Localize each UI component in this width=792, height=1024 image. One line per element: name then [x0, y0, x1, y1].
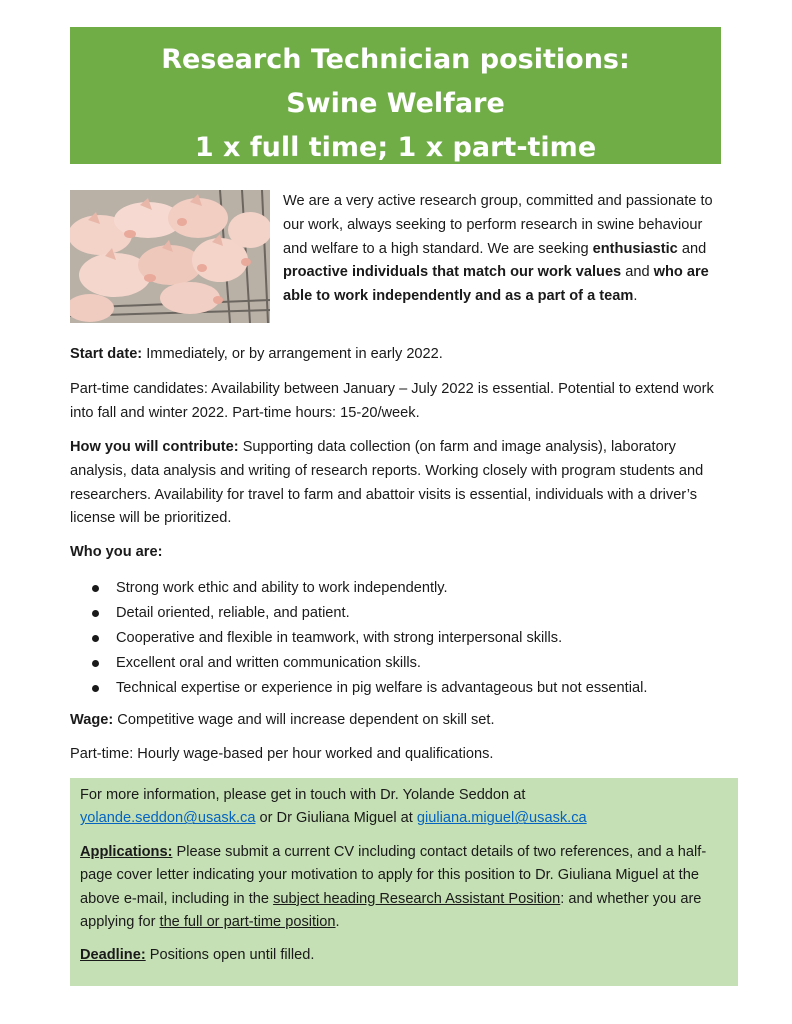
wage-text: Competitive wage and will increase dependent on skill set.	[113, 712, 495, 728]
intro-bold-independent: who are able to work independently and as a part of a team	[283, 264, 709, 305]
title-banner	[70, 27, 721, 164]
applications-text-2: : and whether you are applying for	[80, 890, 702, 931]
list-item	[92, 626, 732, 651]
list-item-text: Cooperative and flexible in teamwork, with strong interpersonal skills.	[116, 630, 563, 646]
list-item	[92, 651, 732, 676]
start-date-label: Start date:	[70, 346, 143, 362]
applications-label: Applications:	[80, 843, 173, 860]
intro-text-4: .	[633, 288, 638, 305]
piglets-photo	[70, 190, 270, 323]
list-item	[92, 601, 732, 626]
parttime-text: Part-time candidates: Availability between January – July 2022 is essential. Potential to extend work into fall and winter 2022. Part-time hours: 15-20/week.	[70, 381, 714, 421]
who-heading: Who you are:	[70, 544, 163, 560]
contact-text-1: For more information, please get in touch with Dr. Yolande Seddon at	[80, 787, 526, 803]
wage-paragraph	[70, 709, 730, 733]
list-item-text: Detail oriented, reliable, and patient.	[116, 605, 350, 621]
intro-paragraph	[283, 190, 723, 309]
applications-text-3: .	[335, 914, 340, 931]
list-item	[92, 576, 732, 601]
applications-paragraph	[80, 841, 728, 935]
who-heading-block	[70, 541, 730, 565]
bullet-icon	[92, 635, 99, 642]
intro-text-3: and	[621, 264, 654, 281]
start-date-paragraph	[70, 343, 730, 367]
email-link-miguel[interactable]: giuliana.miguel@usask.ca	[416, 810, 587, 827]
bullet-icon	[92, 685, 99, 692]
bullet-icon	[92, 610, 99, 617]
intro-text-1: We are a very active research group, committed and passionate to our work, always seeking to perform research in swine behaviour and welfare to a high standard. We are seeking	[283, 193, 713, 257]
contact-text-2: or Dr Giuliana Miguel at	[255, 810, 417, 827]
title-line-1: Research Technician positions:	[161, 44, 630, 75]
contact-box	[70, 778, 738, 986]
deadline-text: Positions open until filled.	[145, 947, 315, 964]
applications-subject-heading: subject heading Research Assistant Position	[273, 890, 561, 907]
deadline-paragraph	[80, 944, 728, 967]
who-list	[92, 576, 732, 701]
deadline-label: Deadline:	[80, 947, 146, 964]
title-line-3: 1 x full time; 1 x part-time	[194, 132, 597, 163]
title-line-2: Swine Welfare	[286, 88, 505, 119]
contribute-text: Supporting data collection (on farm and image analysis), laboratory analysis, data analysis and writing of research reports. Working closely with program students and researchers. Availability for travel to farm and abattoir visits is essential, individuals with a driver’s license will be prioritized.	[70, 439, 704, 527]
contribute-label: How you will contribute:	[70, 439, 239, 455]
parttime-paragraph	[70, 378, 720, 426]
parttime-wage-text: Part-time: Hourly wage-based per hour worked and qualifications.	[70, 746, 494, 762]
contact-paragraph	[80, 784, 728, 831]
applications-position-type: the full or part-time position	[159, 914, 336, 931]
list-item-text: Technical expertise or experience in pig welfare is advantageous but not essential.	[116, 680, 648, 696]
wage-label: Wage:	[70, 712, 114, 728]
applications-text-1: Please submit a current CV including contact details of two references, and a half-page cover letter indicating your motivation to apply for this position to Dr. Giuliana Miguel at the above e-mail, including in the	[80, 843, 707, 907]
parttime-wage-paragraph	[70, 743, 730, 767]
list-item-text: Excellent oral and written communication skills.	[116, 655, 421, 671]
list-item	[92, 676, 732, 701]
list-item-text: Strong work ethic and ability to work independently.	[116, 580, 448, 596]
contribute-paragraph	[70, 436, 720, 531]
intro-text-2: and	[677, 240, 707, 257]
email-link-seddon[interactable]: yolande.seddon@usask.ca	[80, 810, 256, 827]
intro-bold-enthusiastic: enthusiastic	[592, 240, 678, 257]
intro-bold-proactive: proactive individuals that match our work values	[283, 264, 622, 281]
bullet-icon	[92, 660, 99, 667]
start-date-text: Immediately, or by arrangement in early 2022.	[142, 346, 443, 362]
bullet-icon	[92, 585, 99, 592]
